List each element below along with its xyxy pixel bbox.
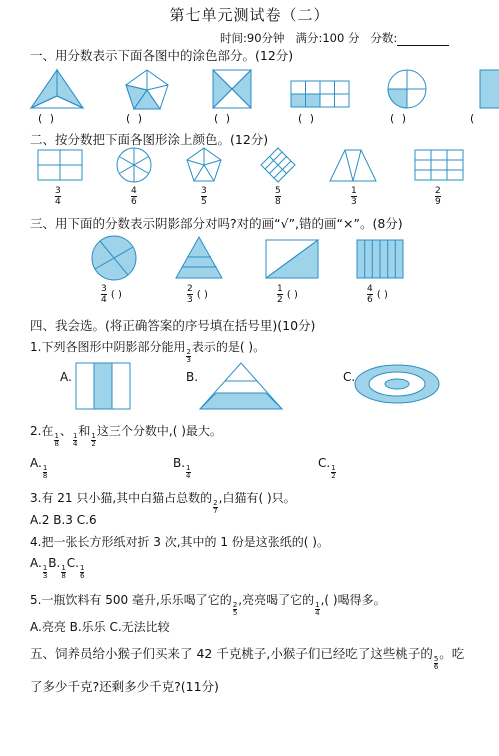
sec3-item-1: $\frac{3}{4}$ ( ) <box>101 284 122 305</box>
sec2-fraction-5: $\frac{1}{3}$ <box>351 186 357 207</box>
question-4-1: 1.下列各图形中阴影部分能用 $\frac{2}{3}$ 表示的是( )。 <box>30 340 266 364</box>
sec2-fraction-3: $\frac{3}{5}$ <box>201 186 207 207</box>
section-2-title: 二、按分数把下面各图形涂上颜色。(12分) <box>30 132 269 147</box>
sec1-figures <box>0 68 499 128</box>
q1-option-b[interactable]: B. <box>186 370 199 384</box>
sec1-answer-1[interactable]: ( ) <box>38 112 57 125</box>
sec1-answer-4[interactable]: ( ) <box>298 112 317 125</box>
sec3-answer-2[interactable]: ( ) <box>196 289 208 301</box>
sec2-fraction-4: $\frac{5}{8}$ <box>275 186 281 207</box>
q1-option-a[interactable]: A. <box>60 370 72 384</box>
q5-options[interactable]: A.亮亮 B.乐乐 C.无法比较 <box>30 620 170 634</box>
sec1-answer-6[interactable]: ( <box>470 112 477 125</box>
sec2-figures <box>0 147 499 187</box>
section-5-line-2: 了多少千克?还剩多少千克?(11分) <box>30 679 219 694</box>
score-label: 分数: <box>370 31 398 45</box>
time-label: 时间:90分钟 <box>220 31 285 45</box>
section-3-title: 三、用下面的分数表示阴影部分对吗?对的画“√”,错的画“×”。(8分) <box>30 216 403 231</box>
sec1-answer-5[interactable]: ( ) <box>390 112 409 125</box>
section-4-title: 四、我会选。(将正确答案的序号填在括号里)(10分) <box>30 318 316 333</box>
page-title: 第七单元测试卷（二） <box>169 6 330 24</box>
sec3-answer-1[interactable]: ( ) <box>110 289 122 301</box>
question-4-4: 4.把一张长方形纸对折 3 次,其中的 1 份是这张纸的( )。 <box>30 535 329 549</box>
sec2-fraction-1: $\frac{3}{4}$ <box>55 186 61 207</box>
sec2-fraction-6: $\frac{2}{9}$ <box>435 186 441 207</box>
q4-options[interactable]: A. $\frac{1}{3}$ B. $\frac{1}{8}$ C. $\frac{1}{6}$ <box>30 556 85 580</box>
question-4-3: 3.有 21 只小猫,其中白猫占总数的 $\frac{2}{7}$ ,白猫有( )只。 <box>30 491 296 515</box>
q2-option-c[interactable]: C. $\frac{1}{2}$ <box>318 456 336 480</box>
sec3-figures <box>0 234 499 282</box>
question-4-2: 2.在 $\frac{1}{8}$ 、 $\frac{1}{4}$ 和 $\frac{1}{2}$ 这三个分数中,( )最大。 <box>30 424 222 448</box>
sec3-item-3: $\frac{1}{2}$ ( ) <box>277 284 298 305</box>
sec1-answer-2[interactable]: ( ) <box>126 112 145 125</box>
sec3-item-4: $\frac{4}{6}$ ( ) <box>367 284 388 305</box>
section-1-title: 一、用分数表示下面各图中的涂色部分。(12分) <box>30 48 294 63</box>
sec3-answer-4[interactable]: ( ) <box>376 289 388 301</box>
question-4-5: 5.一瓶饮料有 500 毫升,乐乐喝了它的 $\frac{2}{5}$ ,亮亮喝了它的 $\frac{1}{4}$ ,( )喝得多。 <box>30 593 386 617</box>
score-blank[interactable] <box>397 35 449 46</box>
q2-option-a[interactable]: A. $\frac{1}{8}$ <box>30 456 48 480</box>
q1-option-c[interactable]: C. <box>343 370 356 384</box>
sec1-answer-3[interactable]: ( ) <box>214 112 233 125</box>
q3-options[interactable]: A.2 B.3 C.6 <box>30 513 97 527</box>
sec2-fraction-2: $\frac{4}{6}$ <box>131 186 137 207</box>
q2-option-b[interactable]: B. $\frac{1}{4}$ <box>173 456 191 480</box>
sec3-item-2: $\frac{2}{3}$ ( ) <box>187 284 208 305</box>
exam-meta <box>220 30 449 46</box>
section-5-line-1: 五、饲养员给小猴子们买来了 42 千克桃子,小猴子们已经吃了这些桃子的 $\frac{5}{6}$ 。吃 <box>30 646 465 671</box>
full-score-label: 满分:100 分 <box>295 31 360 45</box>
sec3-answer-3[interactable]: ( ) <box>286 289 298 301</box>
q1-figures <box>0 360 499 410</box>
